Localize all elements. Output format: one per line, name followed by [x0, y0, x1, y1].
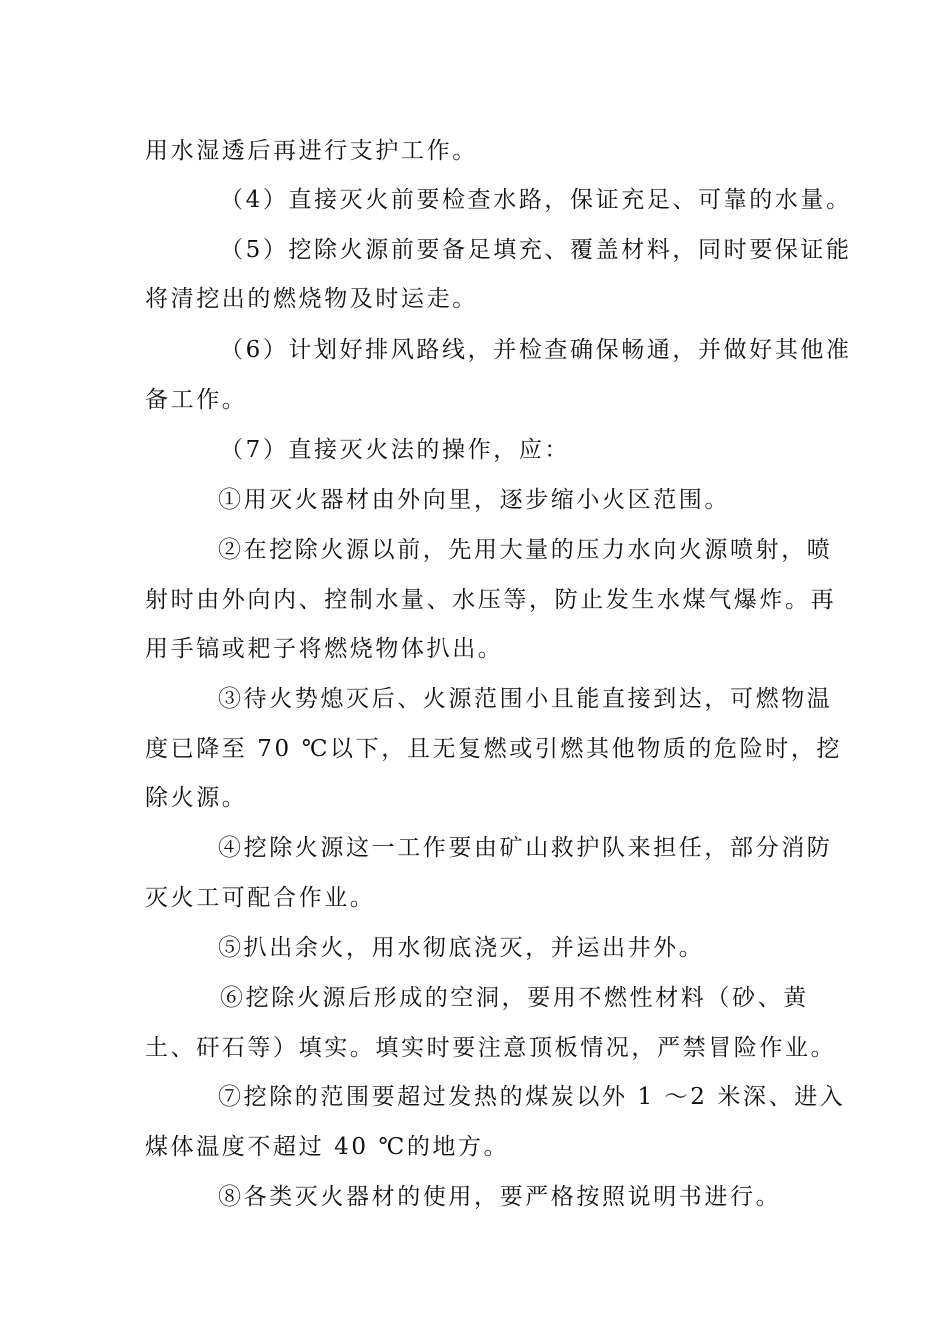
text-line: ②在挖除火源以前，先用大量的压力水向火源喷射，喷	[218, 537, 833, 563]
text-line: （6）计划好排风路线，并检查确保畅通，并做好其他准	[220, 337, 852, 363]
text-line: 灭火工可配合作业。	[145, 885, 376, 911]
text-line: 将清挖出的燃烧物及时运走。	[145, 286, 478, 312]
text-line: ①用灭火器材由外向里，逐步缩小火区范围。	[218, 487, 730, 513]
text-line: （5）挖除火源前要备足填充、覆盖材料，同时要保证能	[220, 237, 852, 263]
text-line: ④挖除火源这一工作要由矿山救护队来担任，部分消防	[218, 835, 833, 861]
text-line: ⑧各类灭火器材的使用，要严格按照说明书进行。	[218, 1184, 782, 1210]
text-line: 用手镐或耙子将燃烧物体扒出。	[145, 636, 504, 662]
text-line: 用水湿透后再进行支护工作。	[145, 138, 478, 164]
text-line: ⑤扒出余火，用水彻底浇灭，并运出井外。	[218, 935, 705, 961]
text-line: （4）直接灭火前要检查水路，保证充足、可靠的水量。	[220, 187, 852, 213]
text-line: 土、矸石等）填实。填实时要注意顶板情况，严禁冒险作业。	[145, 1035, 837, 1061]
text-line: 射时由外向内、控制水量、水压等，防止发生水煤气爆炸。再	[145, 587, 837, 613]
text-line: （7）直接灭火法的操作，应：	[220, 437, 571, 463]
text-line: ⑦挖除的范围要超过发热的煤炭以外 1 ～2 米深、进入	[218, 1084, 846, 1110]
text-line: 除火源。	[145, 785, 248, 811]
text-line: ③待火势熄灭后、火源范围小且能直接到达，可燃物温	[218, 686, 833, 712]
text-line: ⑥挖除火源后形成的空洞，要用不燃性材料（砂、黄	[220, 985, 809, 1011]
text-line: 备工作。	[145, 387, 248, 413]
text-line: 度已降至 70 ℃以下，且无复燃或引燃其他物质的危险时，挖	[145, 736, 843, 762]
text-line: 煤体温度不超过 40 ℃的地方。	[145, 1134, 510, 1160]
